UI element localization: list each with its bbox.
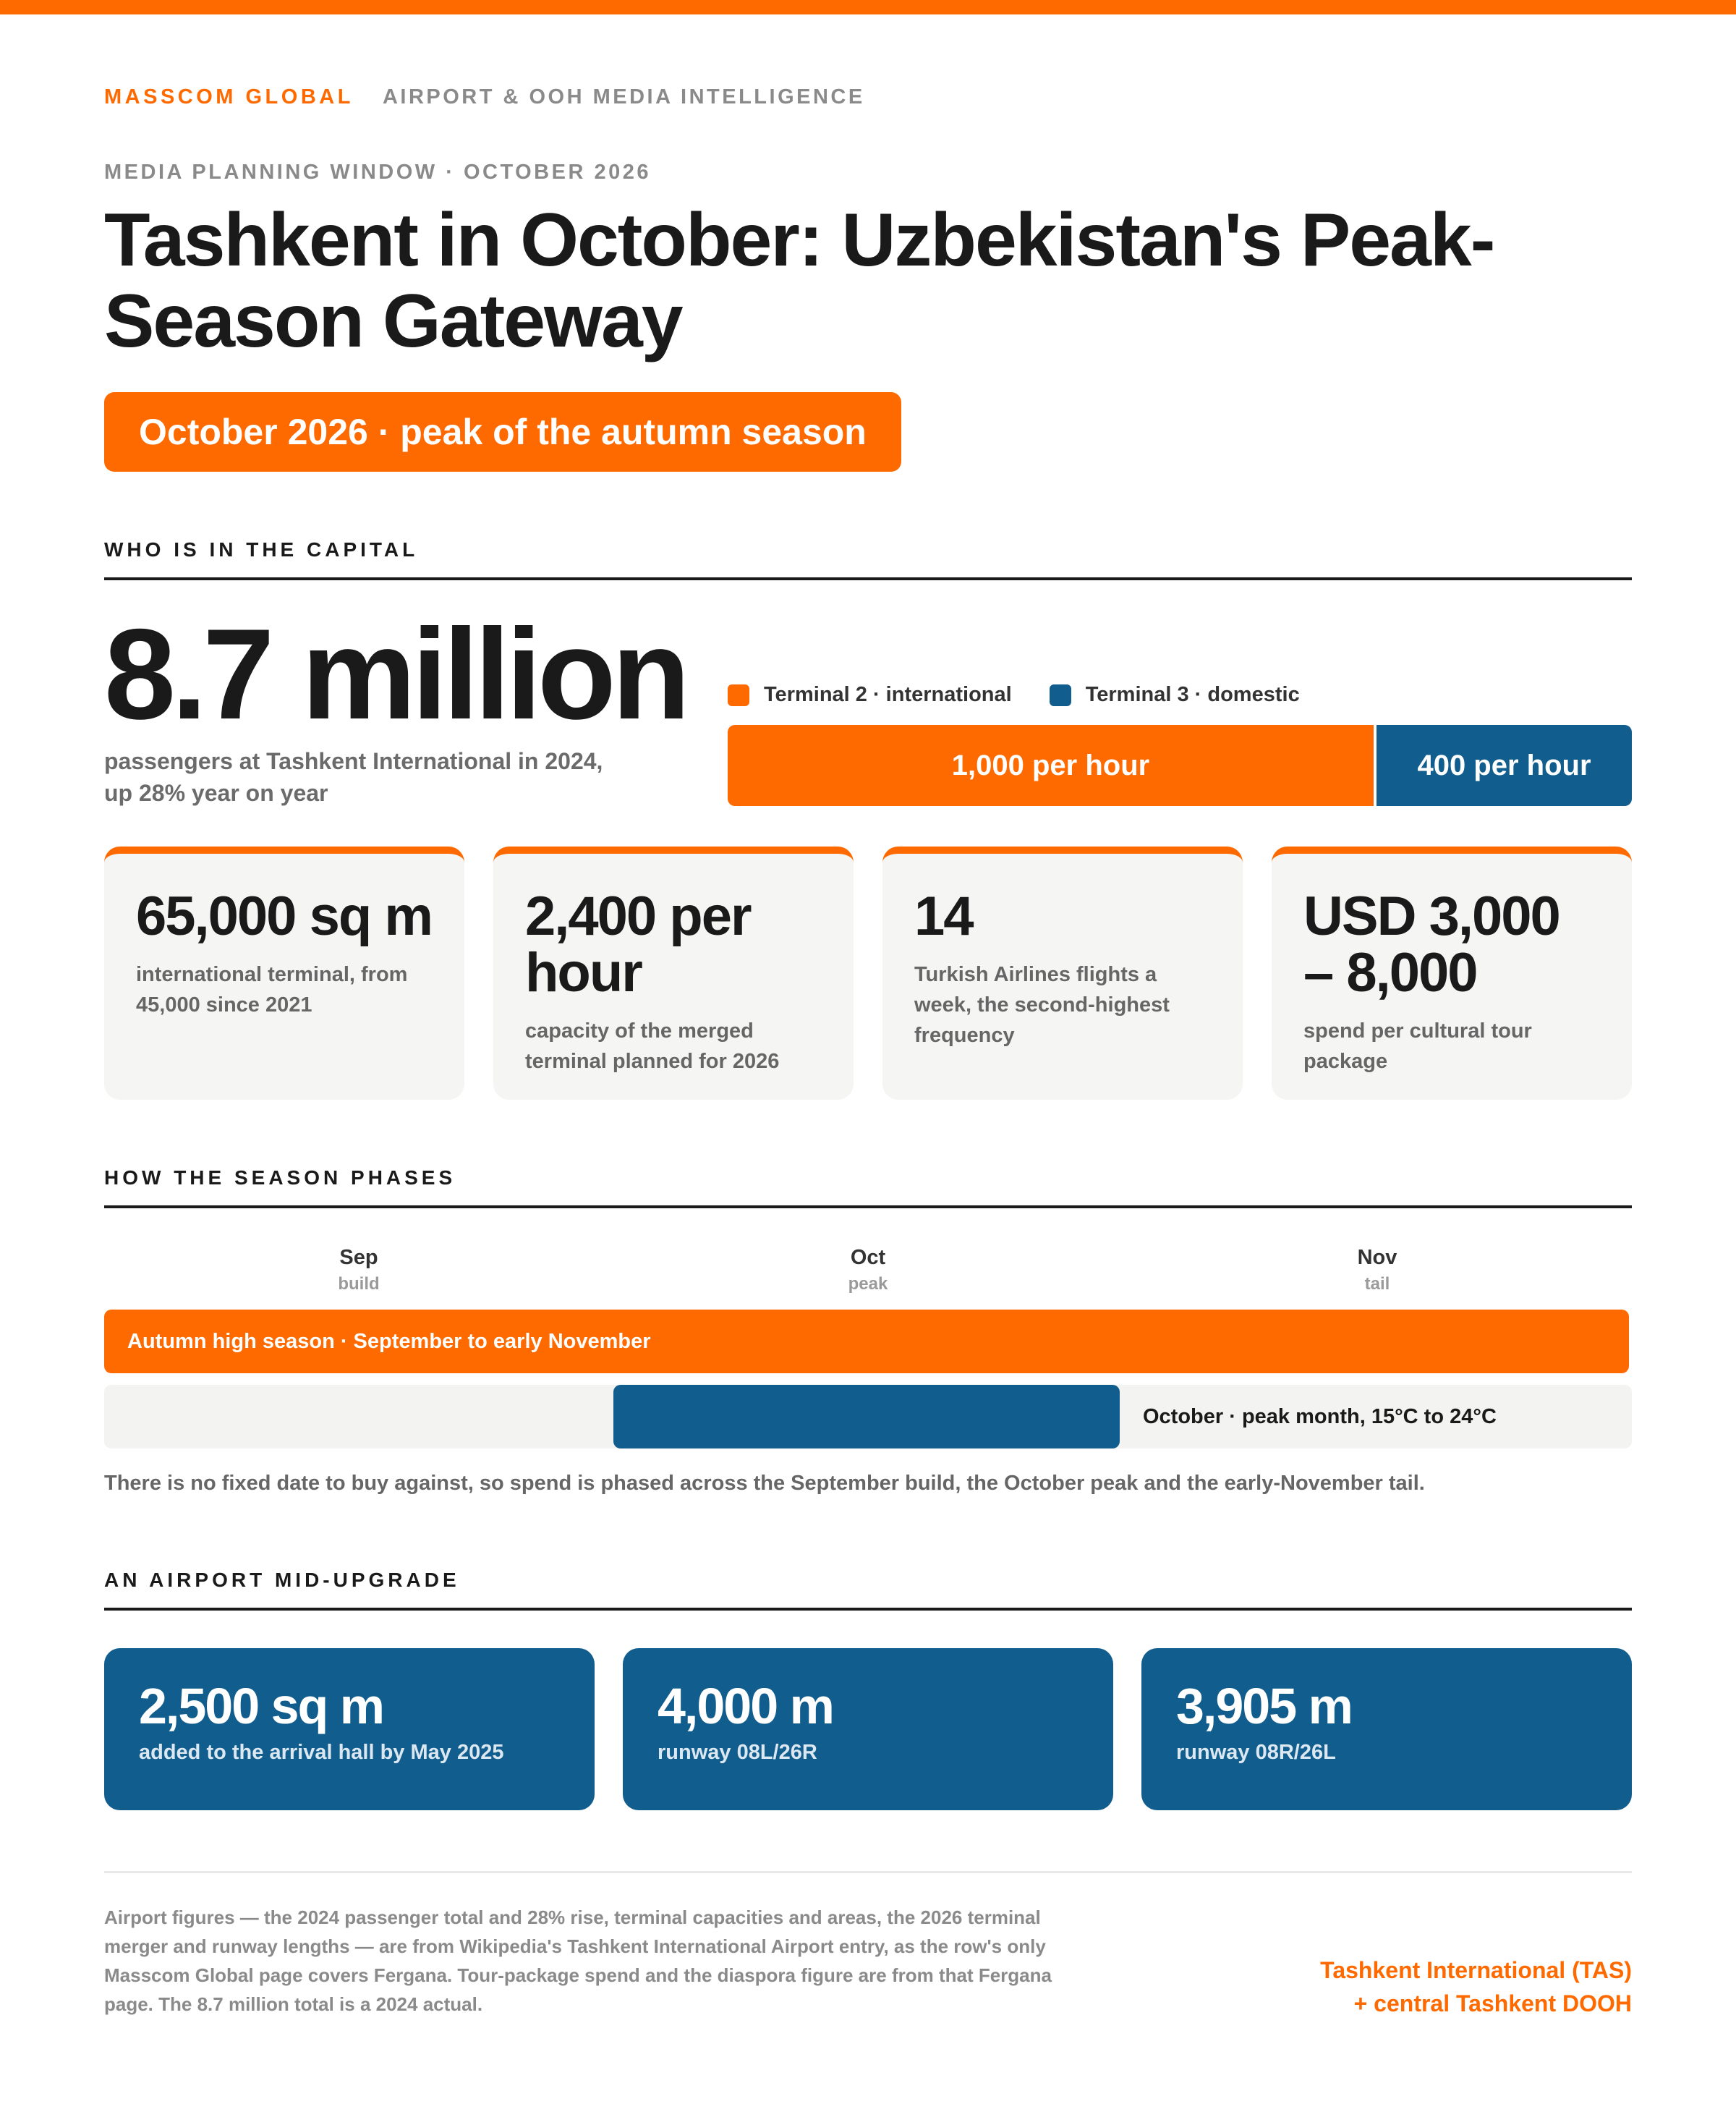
stat-value: USD 3,000 – 8,000 xyxy=(1303,886,1560,1004)
peak-track xyxy=(104,1385,1632,1448)
stat-card-turkish-flights xyxy=(882,847,1243,1100)
month-sep xyxy=(250,1246,467,1294)
stat-label: capacity of the merged terminal planned for 2026 xyxy=(525,1019,780,1073)
month-name: Nov xyxy=(1357,1246,1397,1269)
source-note: Airport figures — the 2024 passenger total and 28% rise, terminal capacities and areas, the 2026 terminal merger and runway lengths — are from Wikipedia's Tashkent International Airport entry, as the row's only Masscom Global page covers Fergana. Tour-package spend and the diaspora figure are from that Fergana page. The 8.7 million total is a 2024 actual. xyxy=(104,1906,1052,2015)
stat-label: international terminal, from 45,000 since 2021 xyxy=(136,963,408,1017)
legend-swatch-blue xyxy=(1050,684,1071,706)
terminal-3-segment: 400 per hour xyxy=(1377,725,1632,806)
brand-tagline: AIRPORT & OOH MEDIA INTELLIGENCE xyxy=(382,85,865,109)
footer-location-line-1: Tashkent International (TAS) xyxy=(1320,1957,1632,1983)
month-axis xyxy=(104,1246,1632,1297)
stat-label: spend per cultural tour package xyxy=(1303,1019,1532,1073)
terminal-capacity-bar xyxy=(728,725,1632,806)
page-title: Tashkent in October: Uzbekistan's Peak-Season Gateway xyxy=(104,198,1494,363)
footer-location-line-2: + central Tashkent DOOH xyxy=(1353,1990,1632,2016)
brand-row xyxy=(104,85,865,109)
phasing-note: There is no fixed date to buy against, so spend is phased across the September build, the October peak and the early-November tail. xyxy=(104,1472,1425,1495)
stat-label: Turkish Airlines flights a week, the second-highest frequency xyxy=(914,963,1170,1047)
terminal-legend xyxy=(728,683,1300,707)
stat-card-tour-spend xyxy=(1272,847,1632,1100)
legend-label: Terminal 3 · domestic xyxy=(1085,683,1300,706)
footer-divider xyxy=(104,1871,1632,1873)
section-heading-season: HOW THE SEASON PHASES xyxy=(104,1166,1632,1208)
month-nov xyxy=(1269,1246,1486,1294)
legend-item-terminal-3 xyxy=(1050,683,1300,707)
section-heading-airport: AN AIRPORT MID-UPGRADE xyxy=(104,1569,1632,1611)
brand-name[interactable]: MASSCOM GLOBAL xyxy=(104,85,354,109)
legend-item-terminal-2 xyxy=(728,683,1012,707)
stat-card-terminal-area xyxy=(104,847,464,1100)
peak-month-label: October · peak month, 15°C to 24°C xyxy=(1143,1404,1497,1428)
stat-value: 14 xyxy=(914,886,973,947)
infra-card-runway-08r xyxy=(1141,1648,1632,1810)
season-bar: Autumn high season · September to early November xyxy=(104,1310,1629,1373)
passenger-total: 8.7 million xyxy=(104,602,686,746)
stat-value: 2,400 per hour xyxy=(525,886,751,1004)
infra-value: 3,905 m xyxy=(1176,1678,1352,1734)
month-phase: build xyxy=(338,1274,380,1294)
infra-value: 4,000 m xyxy=(658,1678,833,1734)
infra-label: added to the arrival hall by May 2025 xyxy=(139,1741,504,1764)
infra-value: 2,500 sq m xyxy=(139,1678,383,1734)
footer-location xyxy=(1320,1954,1632,2020)
page-kicker: MEDIA PLANNING WINDOW · OCTOBER 2026 xyxy=(104,161,651,184)
terminal-2-segment: 1,000 per hour xyxy=(728,725,1374,806)
season-pill: October 2026 · peak of the autumn season xyxy=(104,392,901,472)
stat-value: 65,000 sq m xyxy=(136,886,432,947)
infra-card-runway-08l xyxy=(623,1648,1113,1810)
month-name: Oct xyxy=(850,1246,886,1269)
month-name: Sep xyxy=(339,1246,378,1269)
stat-card-merged-capacity xyxy=(493,847,854,1100)
legend-swatch-orange xyxy=(728,684,749,706)
legend-label: Terminal 2 · international xyxy=(764,683,1012,706)
month-phase: peak xyxy=(848,1274,888,1294)
passenger-total-label: passengers at Tashkent International in 2024, up 28% year on year xyxy=(104,748,603,806)
section-heading-capital: WHO IS IN THE CAPITAL xyxy=(104,538,1632,580)
month-phase: tail xyxy=(1364,1274,1390,1294)
infra-label: runway 08R/26L xyxy=(1176,1741,1336,1764)
infra-card-arrival-hall xyxy=(104,1648,595,1810)
peak-month-bar xyxy=(613,1385,1120,1448)
month-oct xyxy=(760,1246,977,1294)
infra-label: runway 08L/26R xyxy=(658,1741,817,1764)
top-accent-bar xyxy=(0,0,1736,14)
